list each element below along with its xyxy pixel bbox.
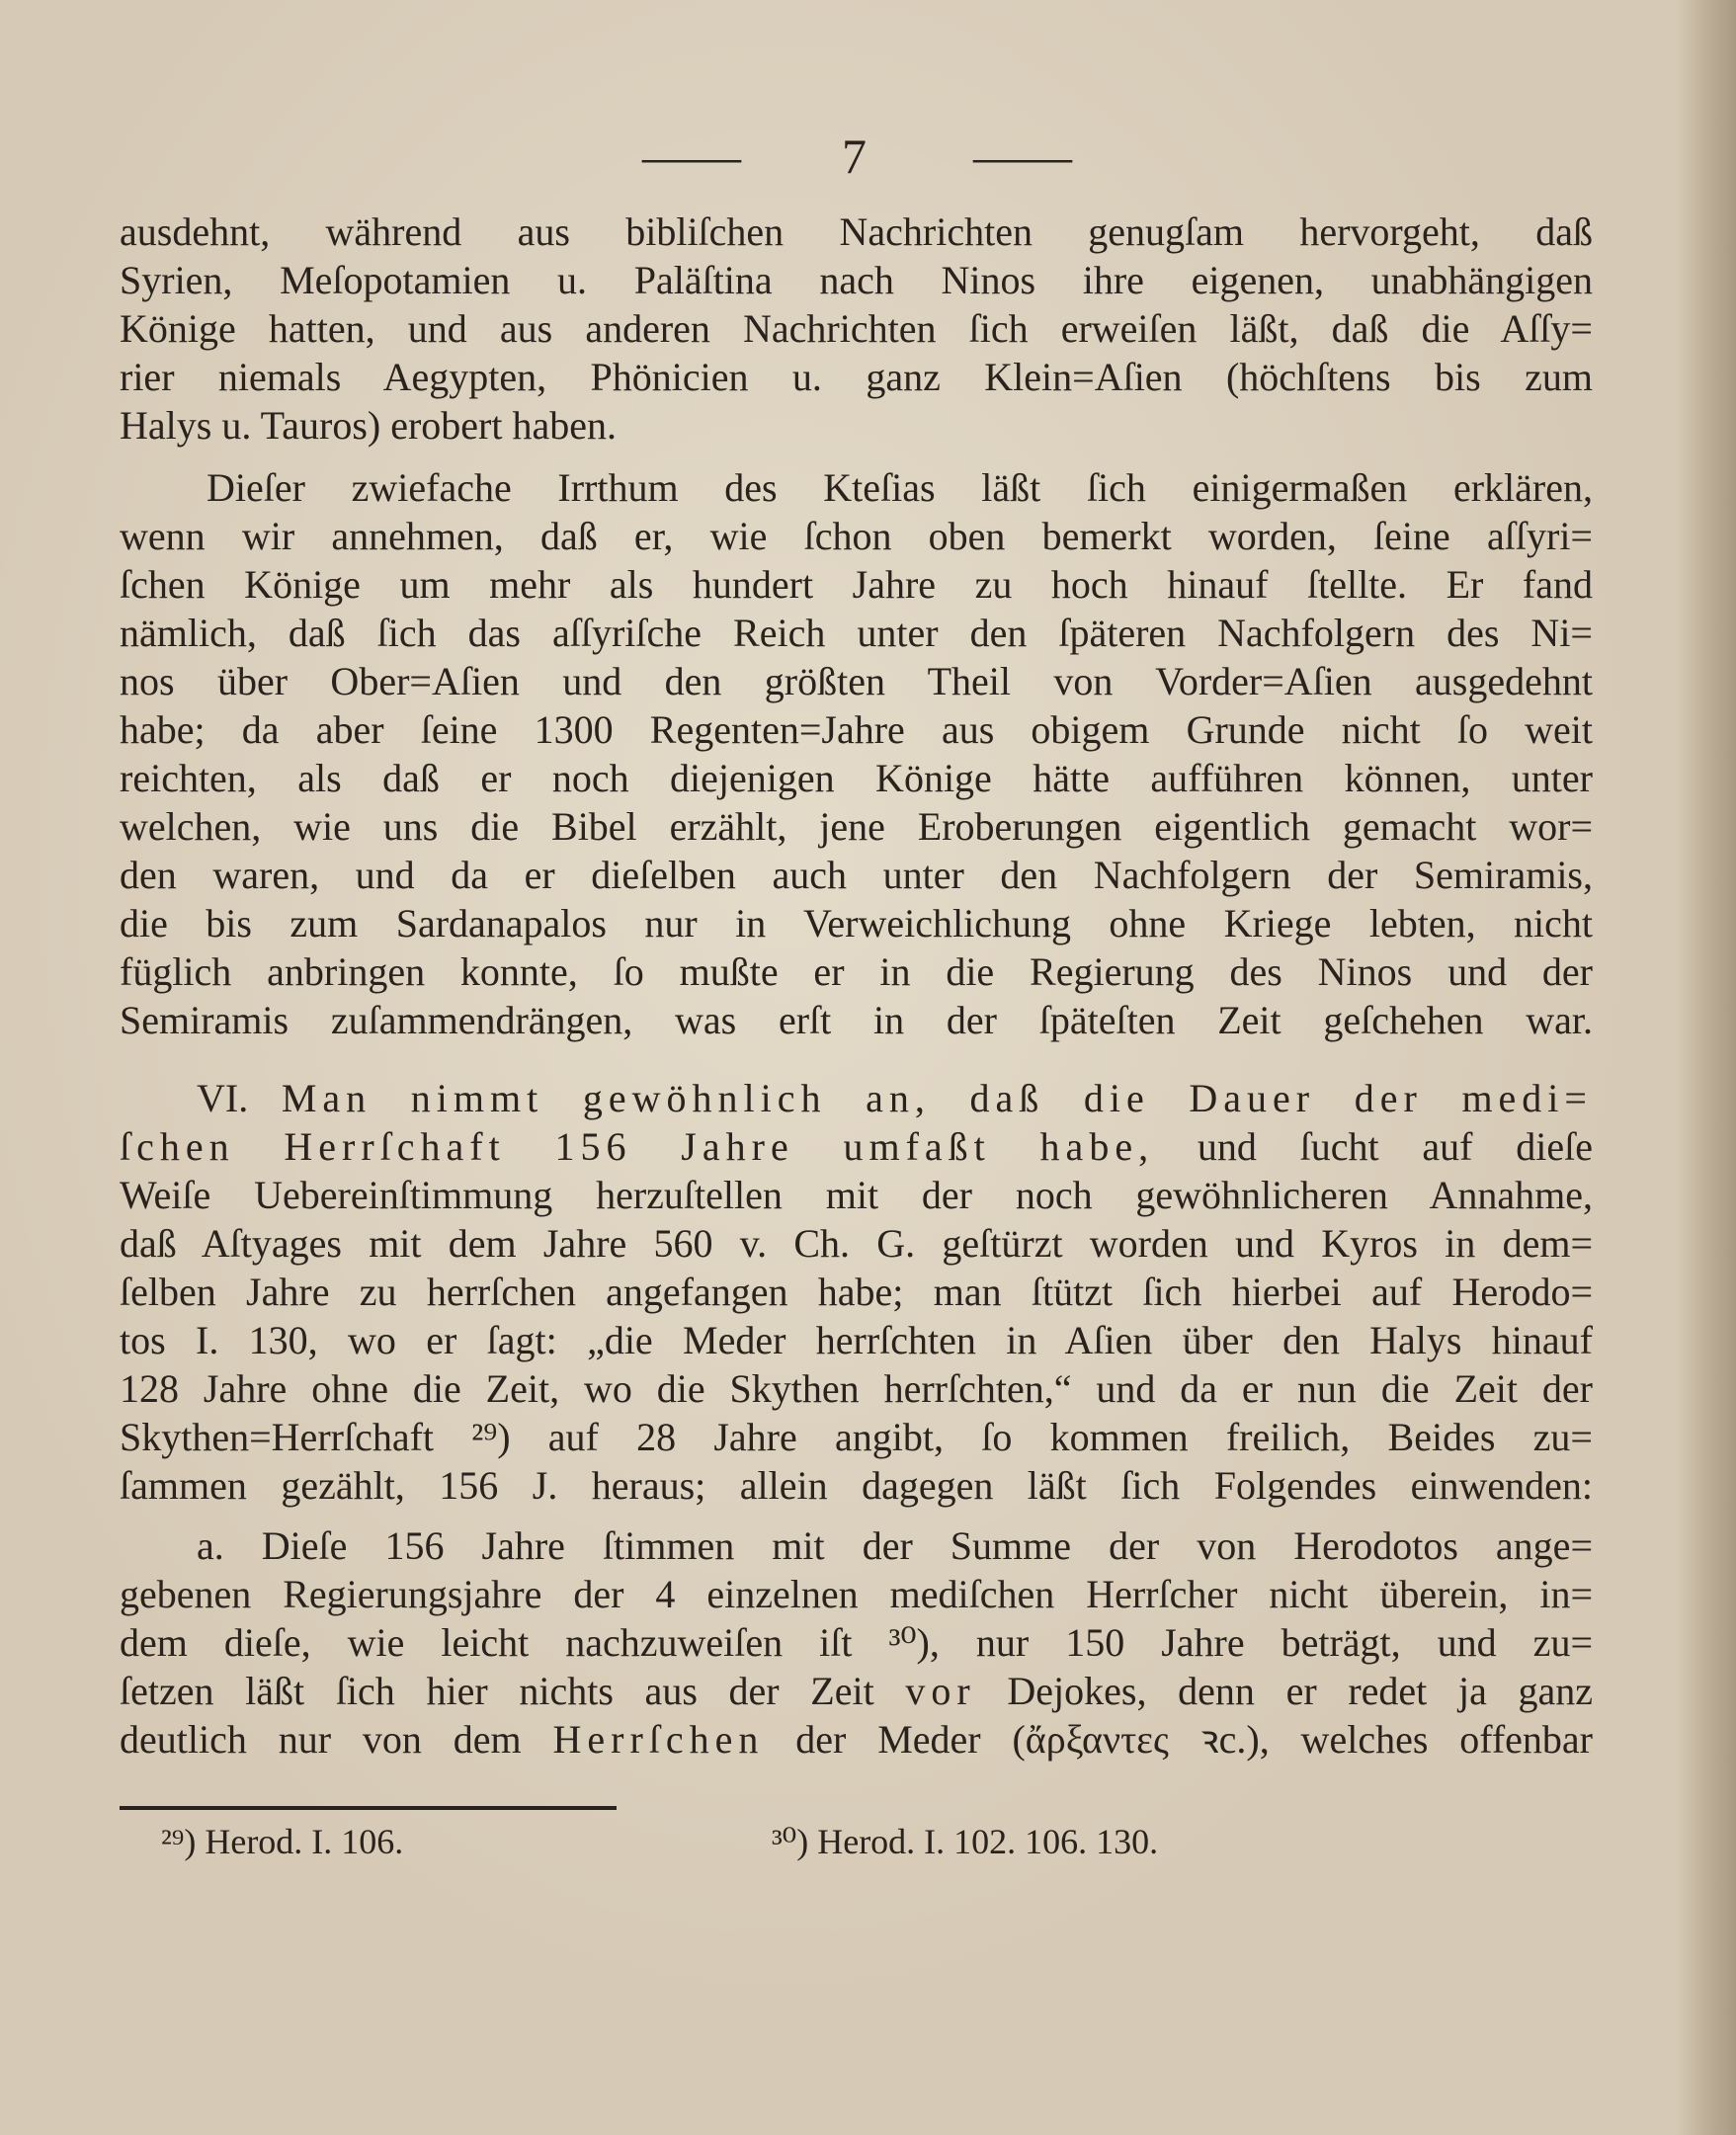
text-line: gebenen Regierungsjahre der 4 einzelnen mediſchen Herrſcher nicht überein, in= (120, 1572, 1593, 1616)
text-segment: Dejokes, denn er redet ja ganz (975, 1669, 1594, 1713)
text-segment: der Meder (ἄρξαντες ꝛc.), welches offenbar (764, 1717, 1593, 1762)
paragraph-ktesias (120, 463, 1593, 1044)
text-line: Halys u. Tauros) erobert haben. (120, 403, 617, 448)
text-segment: und ſucht auf dieſe (1154, 1124, 1593, 1169)
text-line: Syrien, Meſopotamien u. Paläſtina nach Ninos ihre eigenen, unabhängigen (120, 258, 1593, 302)
text-line: Dieſer zwiefache Irrthum des Kteſias läßt ſich einigermaßen erklären, (207, 465, 1593, 510)
text-line (120, 1074, 1593, 1122)
text-line: füglich anbringen konnte, ſo mußte er in die Regierung des Ninos und der (120, 949, 1593, 994)
text-line: reichten, als daß er noch diejenigen Könige hätte aufführen können, unter (120, 756, 1593, 800)
text-line: den waren, und da er dieſelben auch unter den Nachfolgern der Semiramis, (120, 853, 1593, 897)
emphasis-spaced-text: vor (905, 1669, 976, 1713)
page-header (0, 126, 1736, 186)
text-line: ſammen gezählt, 156 J. heraus; allein dagegen läßt ſich Folgendes einwenden: (120, 1463, 1593, 1508)
header-dash-left: —— (642, 128, 741, 184)
text-line: a. Dieſe 156 Jahre ſtimmen mit der Summe der von Herodotos ange= (197, 1523, 1593, 1568)
page-number: 7 (842, 128, 867, 184)
text-line: tos I. 130, wo er ſagt: „die Meder herrſchten in Aſien über den Halys hinauf (120, 1318, 1593, 1362)
text-line: rier niemals Aegypten, Phönicien u. ganz Klein=Aſien (höchſtens bis zum (120, 355, 1593, 399)
text-line: ſchen Könige um mehr als hundert Jahre zu hoch hinauf ſtellte. Er fand (120, 562, 1593, 607)
text-line: dem dieſe, wie leicht nachzuweiſen iſt ³⁰), nur 150 Jahre beträgt, und zu= (120, 1620, 1593, 1665)
text-line: 128 Jahre ohne die Zeit, wo die Skythen herrſchten,“ und da er nun die Zeit der (120, 1366, 1593, 1411)
section-vi (120, 1074, 1593, 1510)
subsection-a (120, 1521, 1593, 1764)
text-line: wenn wir annehmen, daß er, wie ſchon oben bemerkt worden, ſeine aſſyri= (120, 514, 1593, 558)
text-line (120, 1715, 1593, 1764)
text-body (120, 207, 1593, 1764)
paragraph-continuation (120, 207, 1593, 450)
footnote-separator (120, 1806, 617, 1810)
footnote-text: Herod. I. 106. (205, 1822, 404, 1861)
emphasis-spaced-text: ſchen Herrſchaft 156 Jahre umfaßt habe, (120, 1124, 1155, 1169)
footnote-mark: ³⁰) (772, 1822, 809, 1861)
emphasis-spaced-text: Herrſchen (552, 1717, 765, 1762)
text-line: ausdehnt, während aus bibliſchen Nachrichten genugſam hervorgeht, daß (120, 209, 1593, 254)
footnote-text: Herod. I. 102. 106. 130. (817, 1822, 1159, 1861)
text-line: Könige hatten, und aus anderen Nachrichten ſich erweiſen läßt, daß die Aſſy= (120, 306, 1593, 351)
text-segment: ſetzen läßt ſich hier nichts aus der Zeit (120, 1669, 906, 1713)
text-line: daß Aſtyages mit dem Jahre 560 v. Ch. G. geſtürzt worden und Kyros in dem= (120, 1221, 1593, 1266)
footnote-mark: ²⁹) (161, 1822, 197, 1861)
text-line: nos über Ober=Aſien und den größten Theil von Vorder=Aſien ausgedehnt (120, 659, 1593, 703)
footnote-29 (161, 1821, 403, 1863)
text-segment: VI. (197, 1076, 282, 1120)
text-line: ſelben Jahre zu herrſchen angefangen habe; man ſtützt ſich hierbei auf Herodo= (120, 1270, 1593, 1314)
text-line: Skythen=Herrſchaft ²⁹) auf 28 Jahre angibt, ſo kommen freilich, Beides zu= (120, 1415, 1593, 1459)
text-line: habe; da aber ſeine 1300 Regenten=Jahre aus obigem Grunde nicht ſo weit (120, 707, 1593, 752)
text-line (120, 1122, 1593, 1171)
text-line: Weiſe Uebereinſtimmung herzuſtellen mit der noch gewöhnlicheren Annahme, (120, 1173, 1593, 1217)
footnote-30 (772, 1821, 1158, 1863)
text-segment: deutlich nur von dem (120, 1717, 553, 1762)
text-line: Semiramis zuſammendrängen, was erſt in der ſpäteſten Zeit geſchehen war. (120, 998, 1593, 1042)
text-line: die bis zum Sardanapalos nur in Verweichlichung ohne Kriege lebten, nicht (120, 901, 1593, 945)
emphasis-spaced-text: Man nimmt gewöhnlich an, daß die Dauer der medi= (281, 1076, 1593, 1120)
text-line: welchen, wie uns die Bibel erzählt, jene Eroberungen eigentlich gemacht wor= (120, 804, 1593, 849)
text-line: nämlich, daß ſich das aſſyriſche Reich unter den ſpäteren Nachfolgern des Ni= (120, 611, 1593, 655)
header-dash-right: —— (973, 128, 1072, 184)
text-line (120, 1667, 1593, 1715)
